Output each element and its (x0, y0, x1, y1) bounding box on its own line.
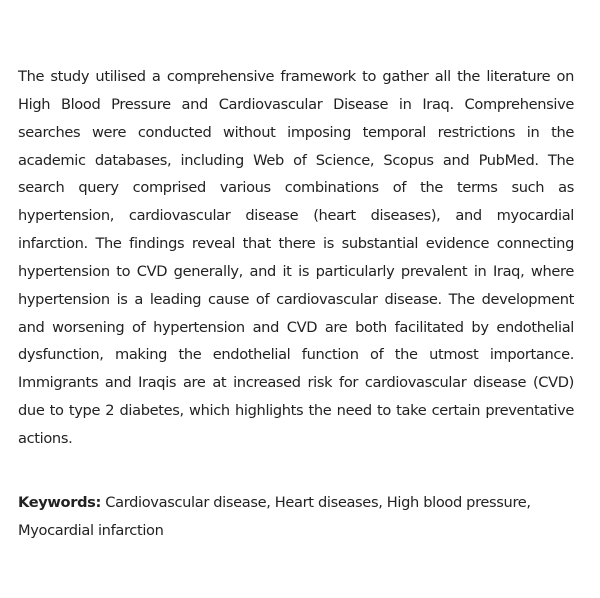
keywords-line (18, 489, 574, 545)
abstract-paragraph: The study utilised a comprehensive framework to gather all the literature on High Blood Pressure and Cardiovascular Disease in Iraq. Comprehensive searches were conducted without imposing temporal restrictions in the academic databases, including Web of Science, Scopus and PubMed. The search query comprised various combinations of the terms such as hypertension, cardiovascular disease (heart diseases), and myocardial infarction. The findings reveal that there is substantial evidence connecting hypertension to CVD generally, and it is particularly prevalent in Iraq, where hypertension is a leading cause of cardiovascular disease. The development and worsening of hypertension and CVD are both facilitated by endothelial dysfunction, making the endothelial function of the utmost importance. Immigrants and Iraqis are at increased risk for cardiovascular disease (CVD) due to type 2 diabetes, which highlights the need to take certain preventative actions. (18, 68, 574, 447)
abstract-section (18, 63, 574, 545)
keywords-value: Cardiovascular disease, Heart diseases, High blood pressure, Myocardial infarction (18, 493, 531, 539)
keywords-label: Keywords: (18, 493, 101, 511)
